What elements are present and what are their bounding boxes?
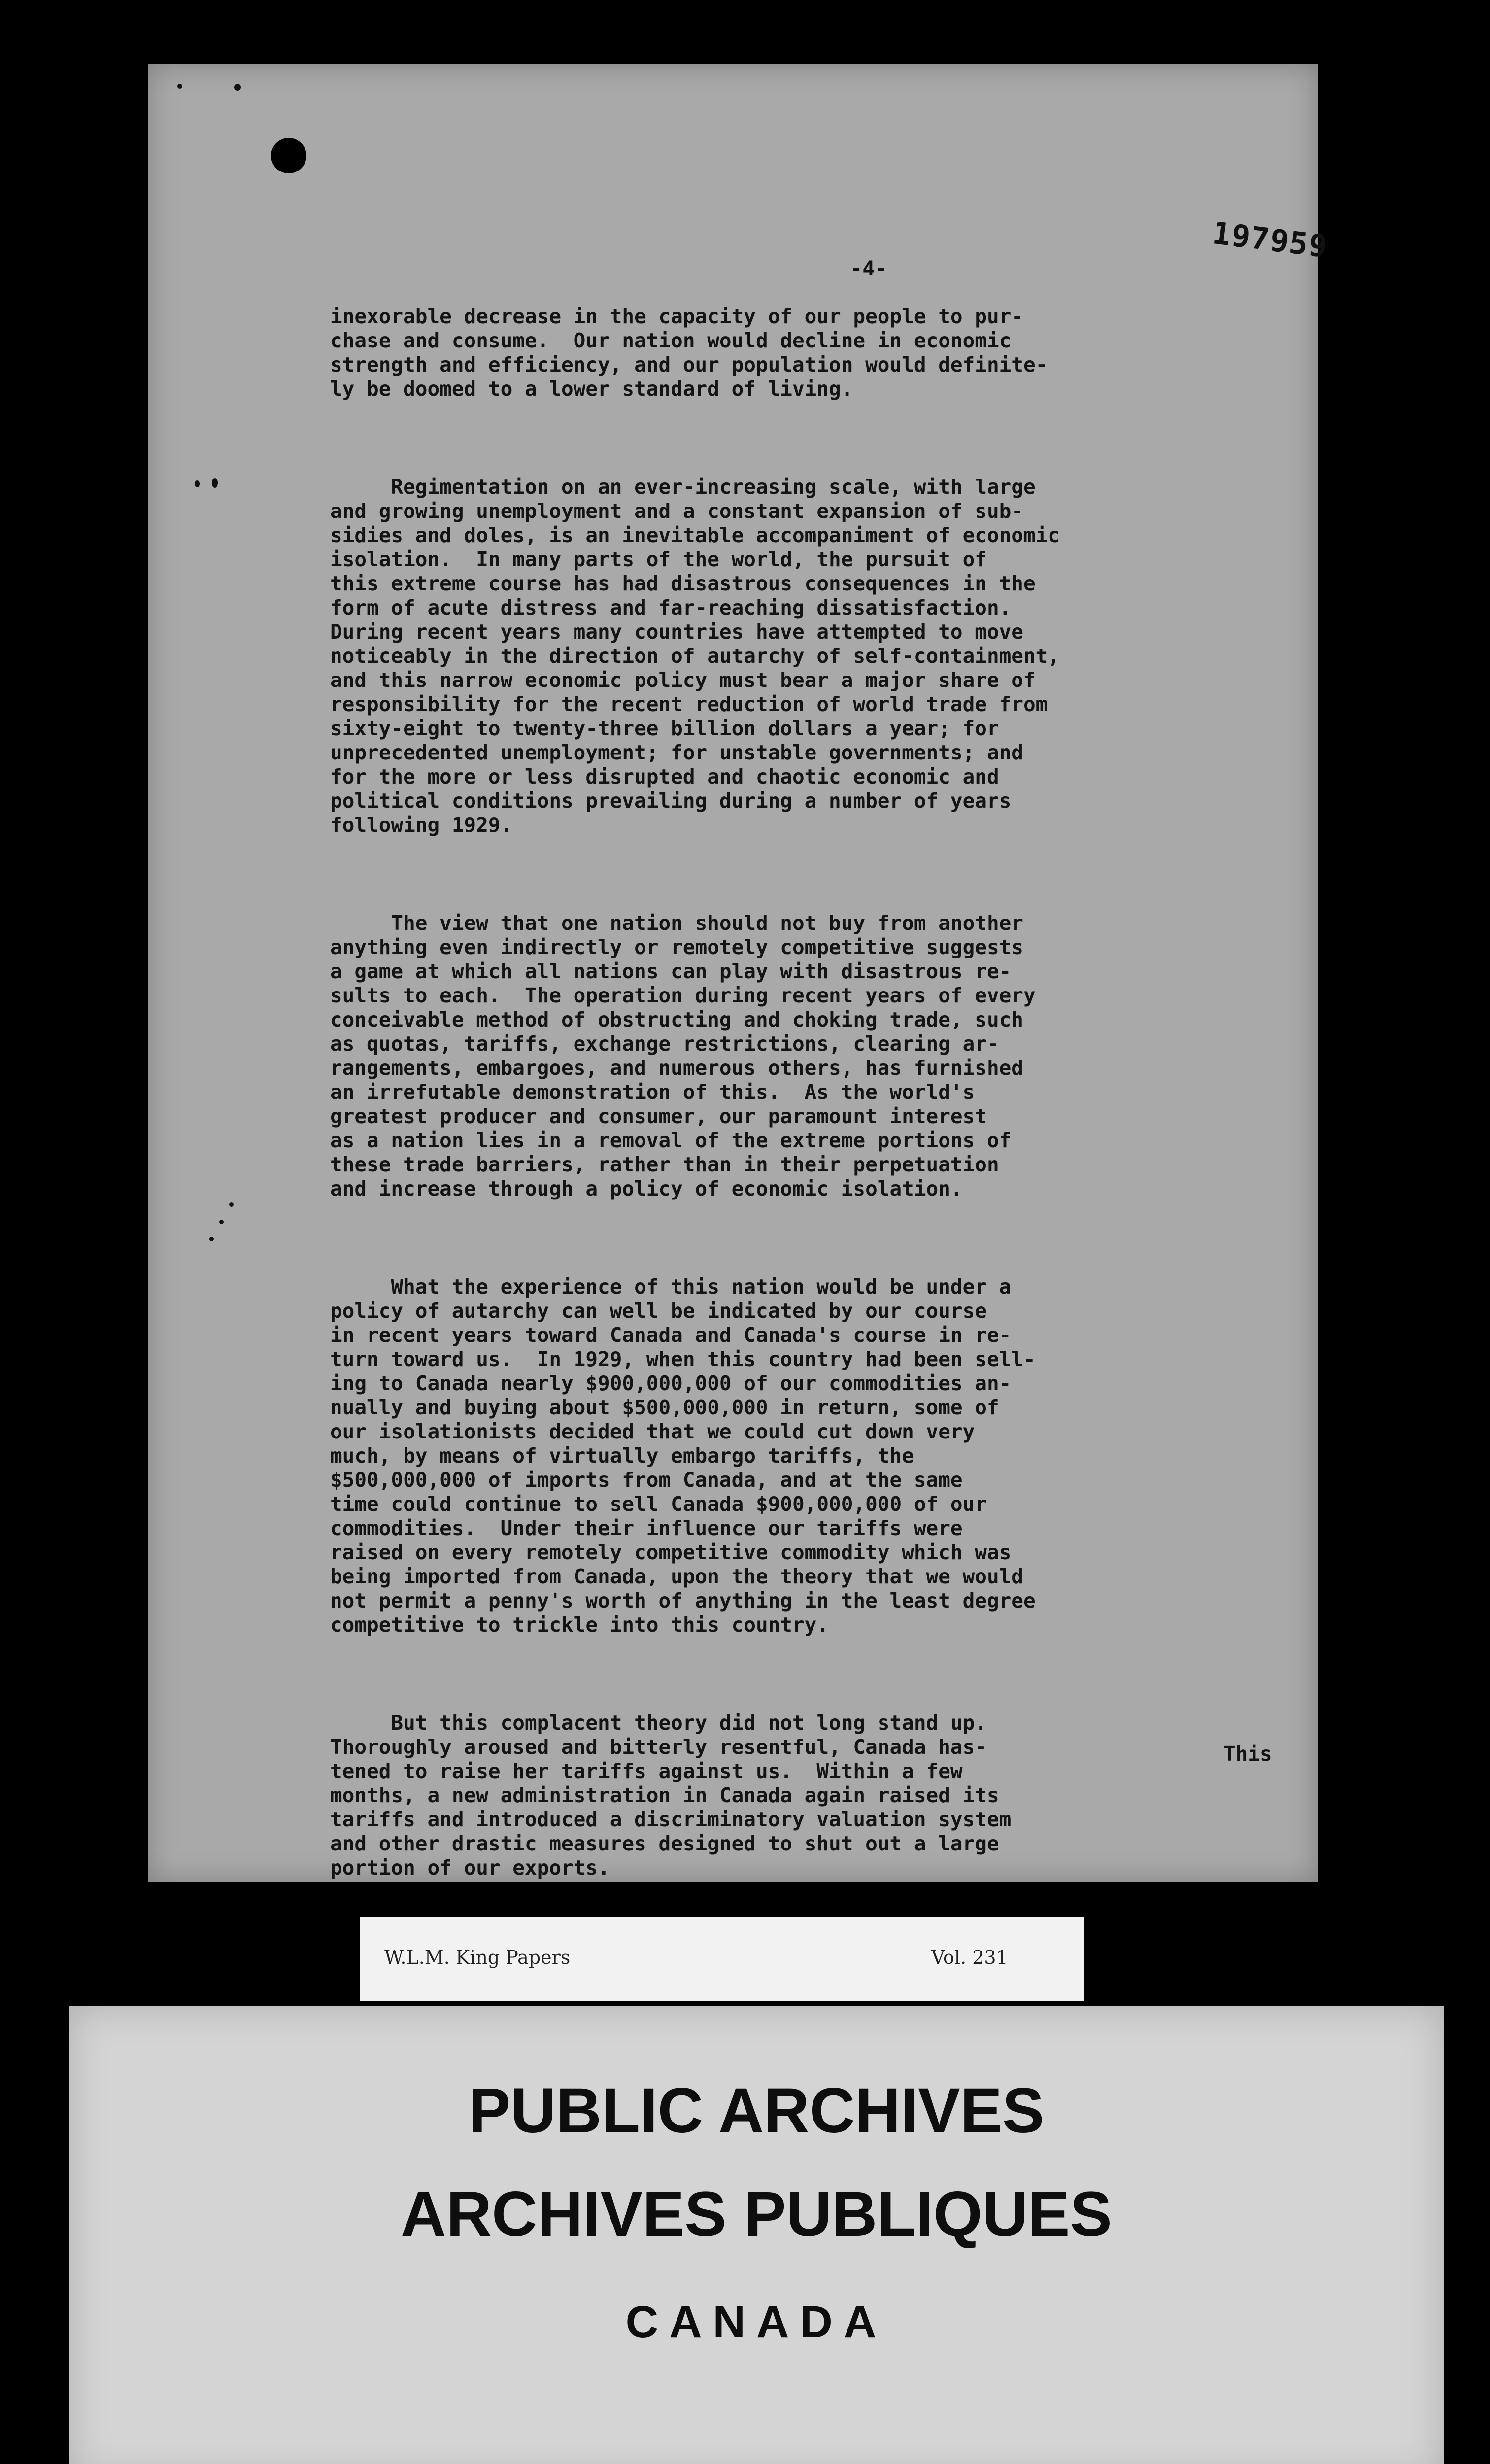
collection-label: W.L.M. King Papers	[384, 1947, 571, 1968]
paragraph: The view that one nation should not buy from another anything even indirectly or remotely competitive suggests a game at which all nations can play with disastrous re- sults to each. The operation during recent years of every conceivable method of obstructing and choking trade, such as quotas, tariffs, exchange restrictions, clearing ar- rangements, embargoes, and numerous others, has furnished an irrefutable demonstration of this. As the world's greatest producer and consumer, our paramount interest as a nation lies in a removal of the extreme portions of these trade barriers, rather than in their perpetuation and increase through a policy of economic isolation.	[330, 911, 1036, 1200]
paragraph: What the experience of this nation would be under a policy of autarchy can well be indicated by our course in recent years toward Canada and Canada's course in re- turn toward us. In 1929, when this country had been sell- ing to Canada nearly $900,000,000 of our commodities an- nually and buying about $500,000,000 in return, some of our isolationists decided that we could cut down very much, by means of virtually embargo tariffs, the $500,000,000 of imports from Canada, and at the same time could continue to sell Canada $900,000,000 of our commodities. Under their influence our tariffs were raised on every remotely competitive commodity which was being imported from Canada, upon the theory that we would not permit a penny's worth of anything in the least degree competitive to trickle into this country.	[330, 1275, 1036, 1637]
archives-title-english: PUBLIC ARCHIVES	[468, 2076, 1045, 2146]
speck-mark	[195, 480, 200, 487]
speck-mark	[209, 1237, 214, 1241]
catchword: This	[1223, 1742, 1272, 1766]
page-number: -4-	[850, 256, 887, 280]
paragraph: inexorable decrease in the capacity of our people to pur- chase and consume. Our nation would decline in economic strength and efficiency, and our population would definite- ly be doomed to a lower standard of living.	[330, 305, 1048, 401]
reference-strip	[360, 1917, 1084, 2001]
speck-mark	[234, 84, 241, 91]
speck-mark	[177, 84, 182, 89]
archives-country: CANADA	[625, 2297, 887, 2347]
paragraph: Regimentation on an ever-increasing scale, with large and growing unemployment and a constant expansion of sub- sidies and doles, is an inevitable accompaniment of economic isolation. In many parts of the world, the pursuit of this extreme course has had disastrous consequences in the form of acute distress and far-reaching dissatisfaction. During recent years many countries have attempted to move noticeably in the direction of autarchy of self-containment, and this narrow economic policy must bear a major share of responsibility for the recent reduction of world trade from sixty-eight to twenty-three billion dollars a year; for unprecedented unemployment; for unstable governments; and for the more or less disrupted and chaotic economic and political conditions prevailing during a number of years following 1929.	[330, 475, 1060, 837]
body-text	[330, 256, 1217, 1930]
speck-mark	[212, 478, 218, 488]
volume-label: Vol. 231	[931, 1947, 1008, 1968]
speck-mark	[229, 1202, 234, 1207]
document-number: 197959	[1210, 214, 1330, 265]
punch-hole	[271, 138, 306, 173]
archives-title-french: ARCHIVES PUBLIQUES	[401, 2179, 1112, 2250]
archives-stamp-card	[69, 2006, 1444, 2464]
paragraph: But this complacent theory did not long stand up. Thoroughly aroused and bitterly resentful, Canada has- tened to raise her tariffs against us. Within a few months, a new administration in Canada again raised its tariffs and introduced a discriminatory valuation system and other drastic measures designed to shut out a large portion of our exports.	[330, 1711, 1012, 1880]
speck-mark	[219, 1220, 224, 1224]
